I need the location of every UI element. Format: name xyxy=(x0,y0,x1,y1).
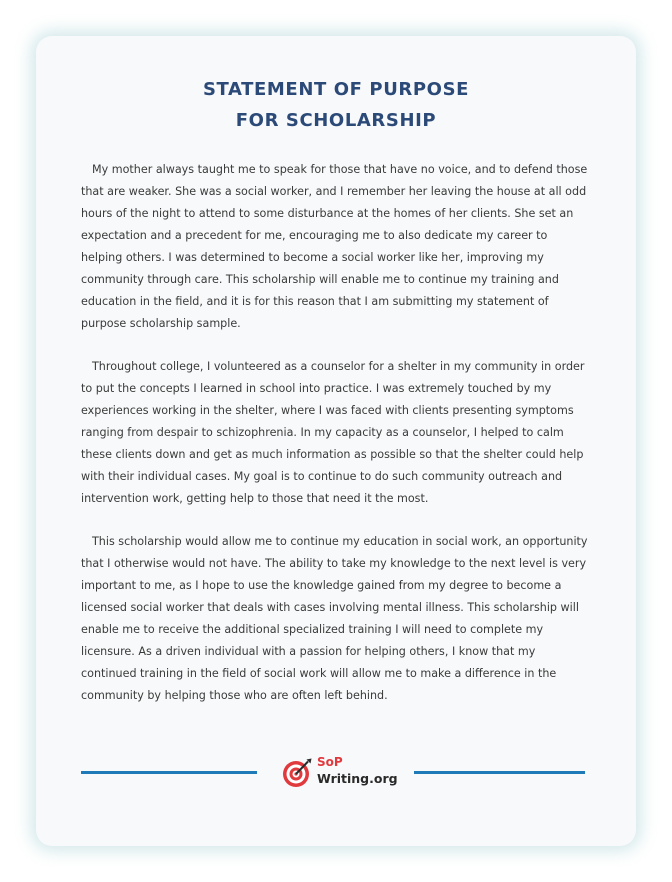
document-title xyxy=(36,74,636,136)
document-footer xyxy=(81,751,585,791)
footer-divider-right xyxy=(414,771,585,774)
logo-wordmark xyxy=(317,755,398,787)
paragraph-3: This scholarship would allow me to continue my education in social work, an opportunity that I otherwise would not have. The ability to take my knowledge to the next level is very important to me, as I hope to use the knowledge gained from my degree to become a licensed social worker that deals with cases involving mental illness. This scholarship will enable me to receive the additional specialized training I will need to complete my licensure. As a driven individual with a passion for helping others, I know that my continued training in the field of social work will allow me to make a difference in the community by helping those who are often left behind. xyxy=(81,535,588,702)
title-line-2: FOR SCHOLARSHIP xyxy=(235,110,437,131)
sop-writing-logo xyxy=(282,755,402,791)
document-card xyxy=(36,36,636,846)
logo-text-sop: SoP xyxy=(317,755,343,769)
paragraph-1: My mother always taught me to speak for those that have no voice, and to defend those that are weaker. She was a social worker, and I remember her leaving the house at all odd hours of the night to attend to some disturbance at the homes of her clients. She set an expectation and a precedent for me, encouraging me to also dedicate my career to helping others. I was determined to become a social worker like her, improving my community through care. This scholarship will enable me to continue my training and education in the field, and it is for this reason that I am submitting my statement of purpose scholarship sample. xyxy=(81,163,588,330)
paragraph-2: Throughout college, I volunteered as a counselor for a shelter in my community in order to put the concepts I learned in school into practice. I was extremely touched by my experiences working in the shelter, where I was faced with clients presenting symptoms ranging from despair to schizophrenia. In my capacity as a counselor, I helped to calm these clients down and get as much information as possible so that the shelter could help with their individual cases. My goal is to continue to do such community outreach and intervention work, getting help to those that need it the most. xyxy=(81,360,585,505)
footer-divider-left xyxy=(81,771,257,774)
logo-text-writing: Writing.org xyxy=(317,771,398,786)
title-line-1: STATEMENT OF PURPOSE xyxy=(202,79,470,100)
target-arrow-icon xyxy=(282,758,312,788)
document-body xyxy=(81,159,591,728)
